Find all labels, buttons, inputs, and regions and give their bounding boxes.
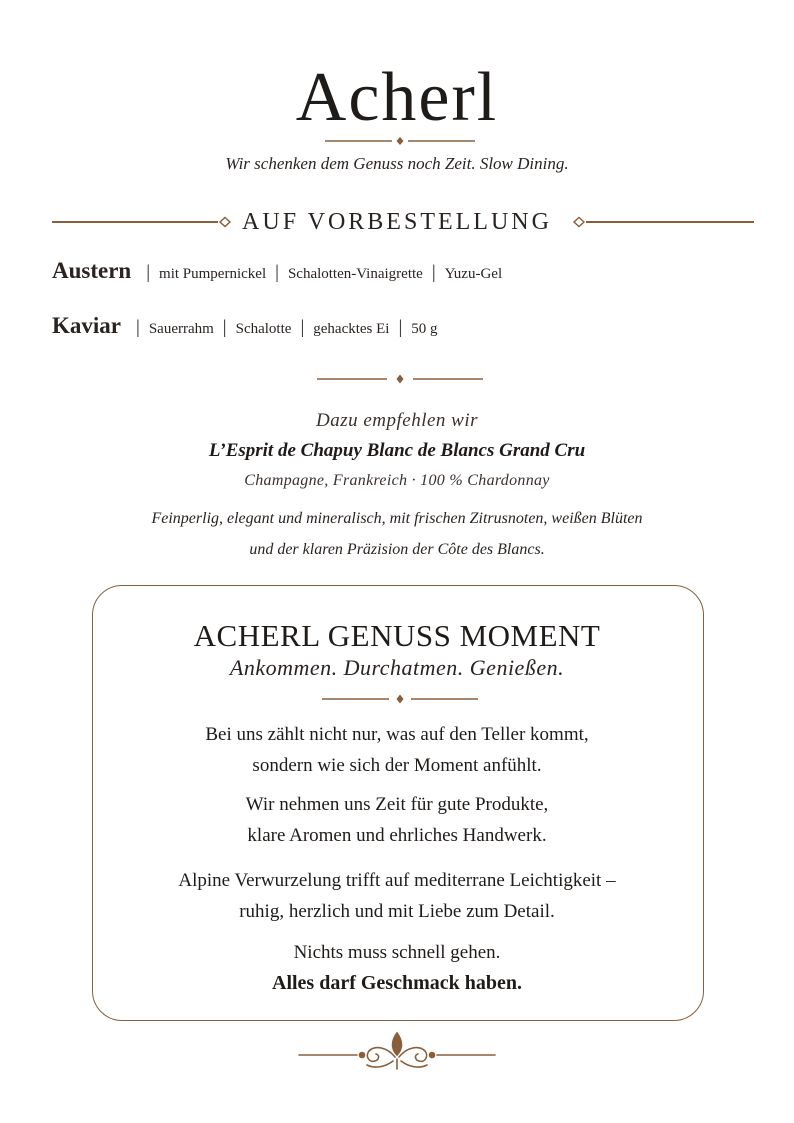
menu-item-austern bbox=[52, 258, 502, 284]
wine-description-line: und der klaren Präzision der Côte des Blancs. bbox=[249, 541, 545, 558]
section-right-rule-icon bbox=[572, 216, 754, 228]
moment-paragraph bbox=[0, 865, 794, 927]
paragraph-line: Bei uns zählt nicht nur, was auf den Teller kommt, bbox=[205, 724, 589, 745]
moment-paragraph bbox=[0, 719, 794, 781]
item-name: Kaviar bbox=[52, 313, 121, 338]
section-title-preorder: AUF VORBESTELLUNG bbox=[242, 209, 552, 235]
paragraph-line: Nichts muss schnell gehen. bbox=[293, 942, 501, 963]
paragraph-line: klare Aromen und ehrliches Handwerk. bbox=[247, 825, 547, 846]
paragraph-line: ruhig, herzlich und mit Liebe zum Detail. bbox=[239, 901, 555, 922]
separator: | bbox=[146, 262, 151, 283]
item-detail: Schalotten-Vinaigrette bbox=[287, 266, 423, 282]
separator: | bbox=[275, 262, 279, 283]
restaurant-title: Acherl bbox=[295, 59, 499, 136]
moment-diamond-divider-icon bbox=[322, 693, 478, 705]
moment-paragraph bbox=[0, 789, 794, 851]
separator: | bbox=[431, 262, 436, 283]
paragraph-line: Alpine Verwurzelung trifft auf mediterrane Leichtigkeit – bbox=[178, 870, 616, 891]
moment-title: ACHERL GENUSS MOMENT bbox=[193, 618, 601, 653]
item-detail: Schalotte bbox=[235, 321, 292, 337]
paragraph-line: Wir nehmen uns Zeit für gute Produkte, bbox=[245, 794, 549, 815]
recommendation-diamond-divider-icon bbox=[317, 373, 483, 385]
wine-origin: Champagne, Frankreich · 100 % Chardonnay bbox=[244, 472, 550, 489]
separator: | bbox=[398, 317, 403, 338]
wine-description bbox=[0, 503, 794, 565]
separator: | bbox=[222, 317, 227, 338]
fleur-ornament-icon bbox=[299, 1025, 495, 1075]
item-detail: Sauerrahm bbox=[148, 321, 214, 337]
item-detail: Yuzu-Gel bbox=[444, 266, 503, 282]
separator: | bbox=[136, 317, 140, 338]
closing-line: Alles darf Geschmack haben. bbox=[272, 972, 522, 994]
item-name: Austern bbox=[52, 258, 132, 283]
item-detail: 50 g bbox=[411, 321, 438, 337]
tagline: Wir schenken dem Genuss noch Zeit. Slow Dining. bbox=[225, 154, 569, 173]
recommendation-intro: Dazu empfehlen wir bbox=[315, 410, 479, 431]
separator: | bbox=[300, 317, 305, 338]
wine-name: L’Esprit de Chapuy Blanc de Blancs Grand Cru bbox=[208, 440, 586, 461]
title-diamond-divider-icon bbox=[325, 136, 475, 146]
item-detail: gehacktes Ei bbox=[313, 321, 390, 337]
wine-description-line: Feinperlig, elegant und mineralisch, mit frischen Zitrusnoten, weißen Blüten bbox=[151, 510, 643, 527]
menu-item-kaviar bbox=[52, 313, 438, 339]
paragraph-line: sondern wie sich der Moment anfühlt. bbox=[252, 755, 542, 776]
moment-subtitle: Ankommen. Durchatmen. Genießen. bbox=[229, 655, 565, 680]
moment-paragraph bbox=[0, 937, 794, 999]
item-detail: mit Pumpernickel bbox=[159, 266, 267, 282]
